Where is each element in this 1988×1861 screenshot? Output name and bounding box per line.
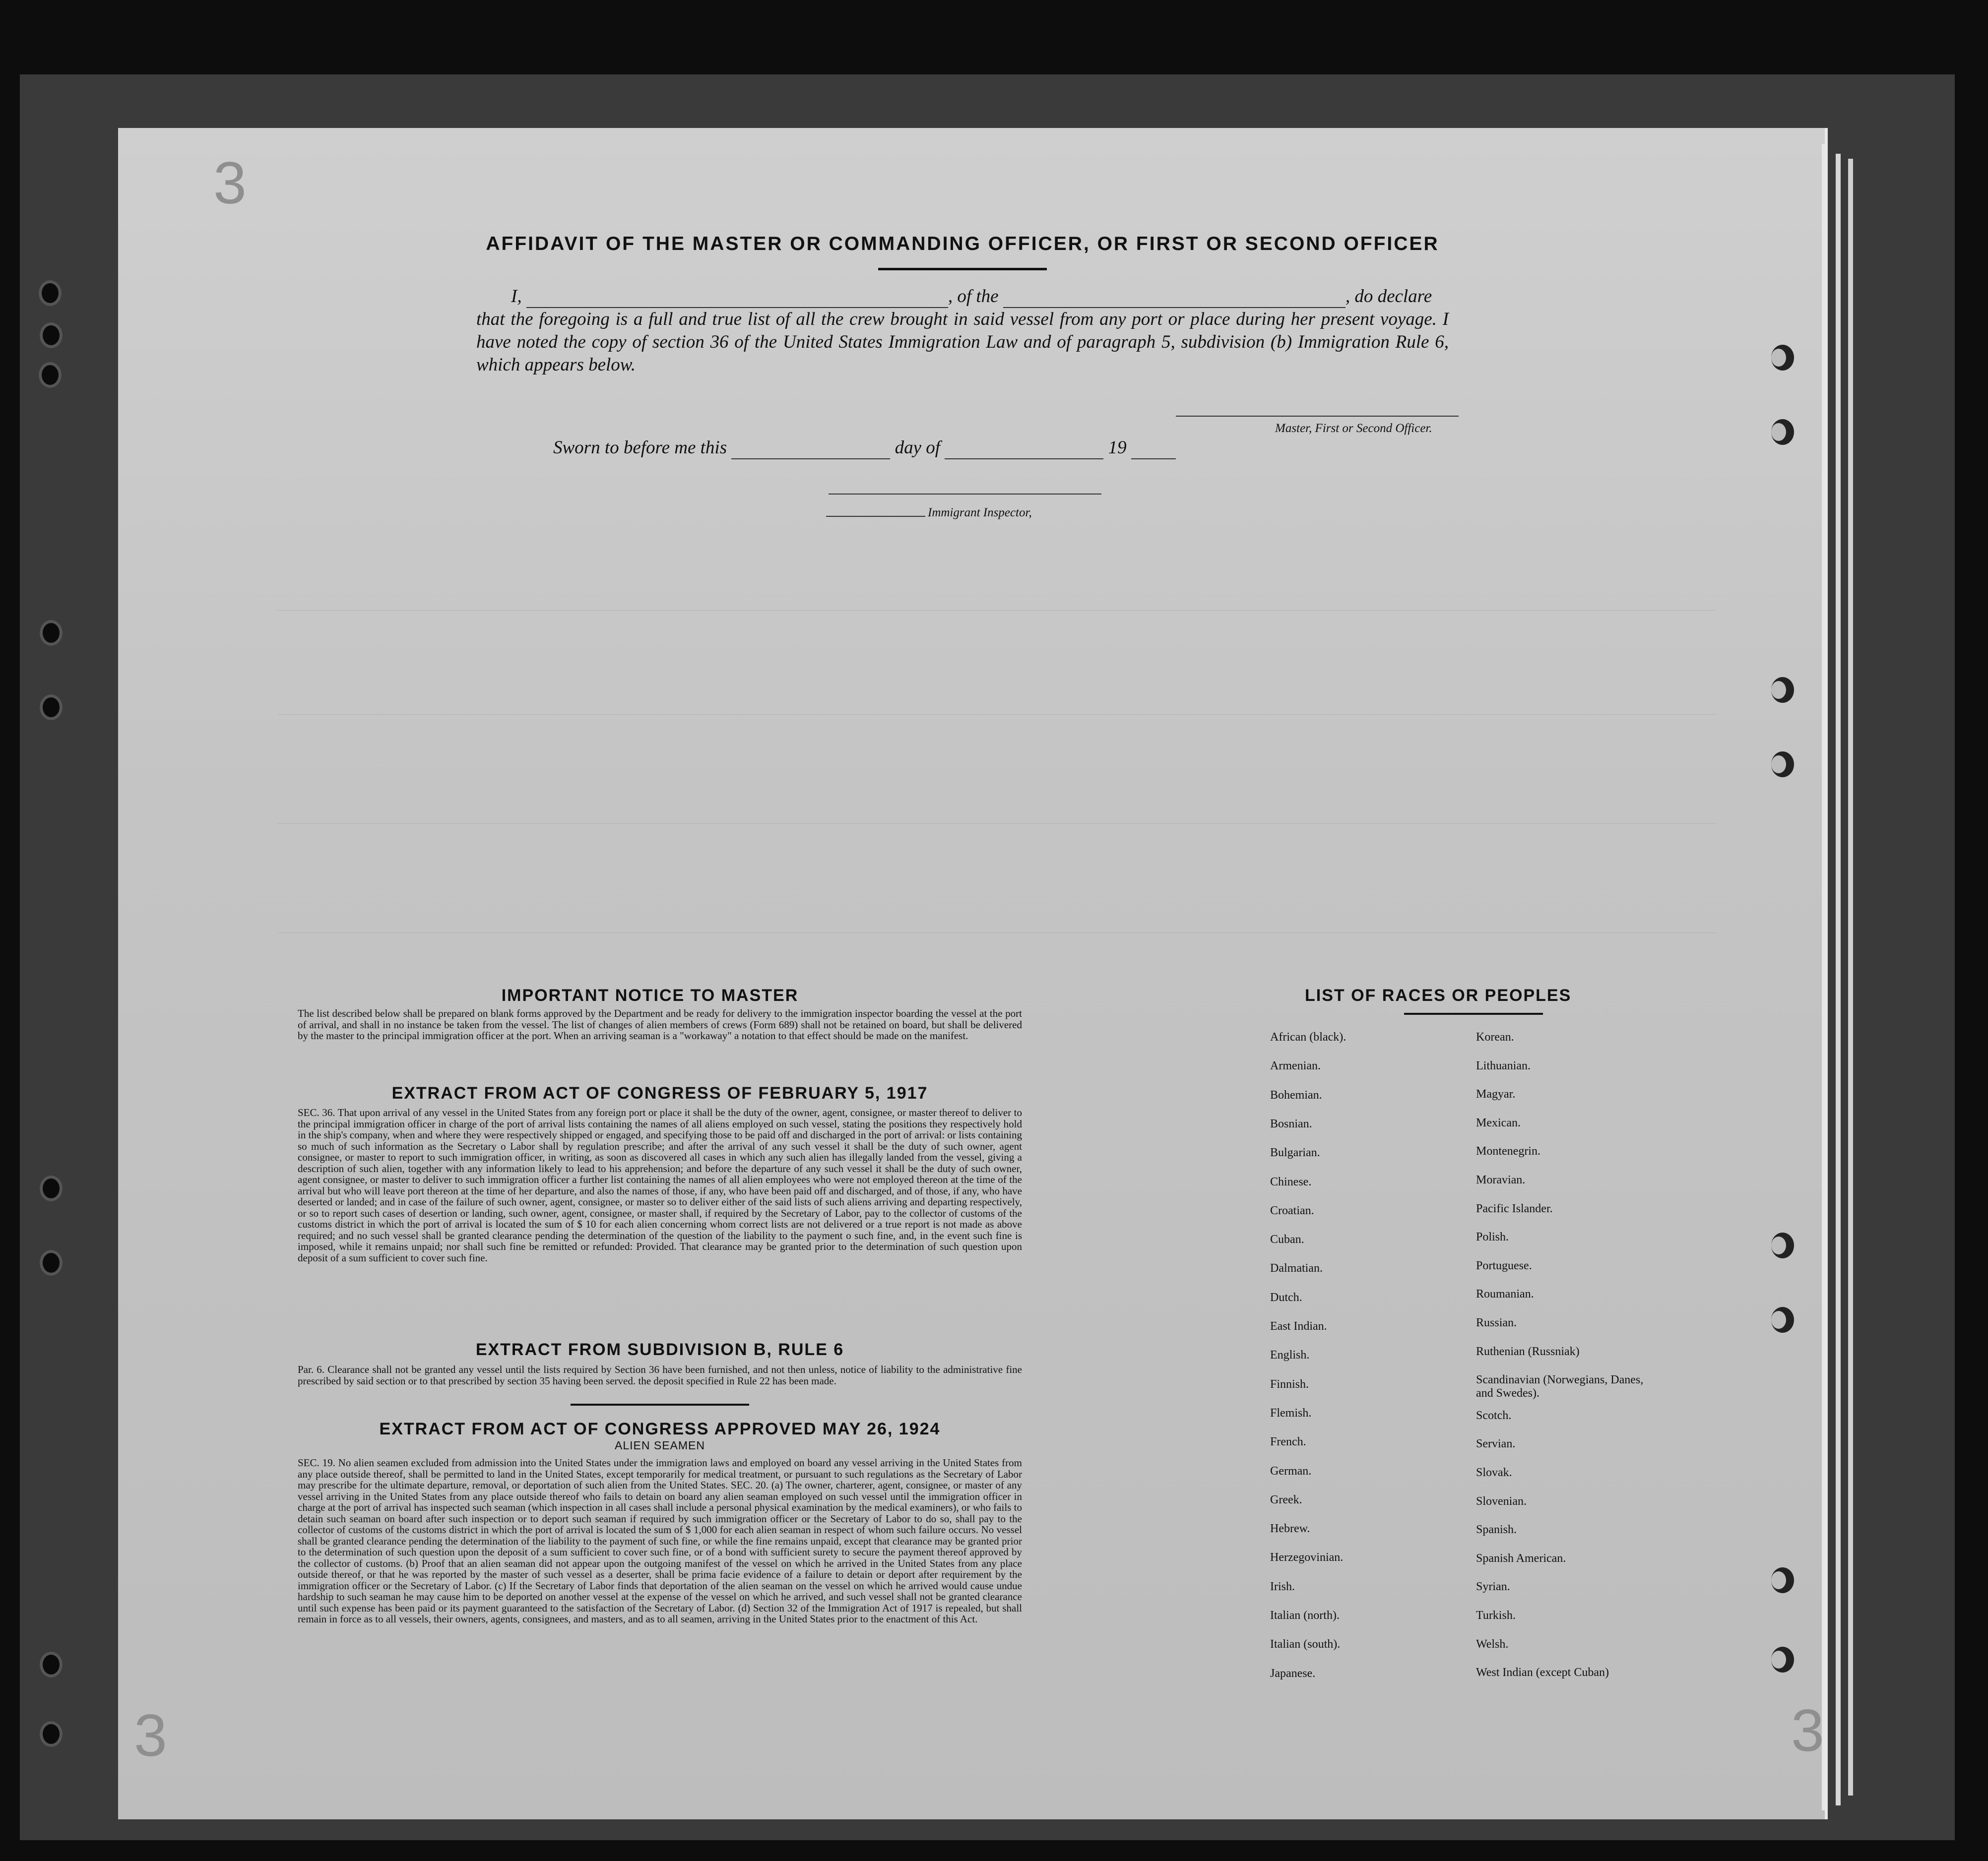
page-number: 3 xyxy=(1791,1697,1824,1764)
race-item: Montenegrin. xyxy=(1476,1145,1540,1158)
binding-hole xyxy=(39,280,62,306)
inspector-underline xyxy=(826,516,925,517)
declaration-body: that the foregoing is a full and true list of all the crew brought in said vessel from any port or place during her present voyage. I have noted the copy of section 36 of the United States Immigration Law and of paragraph 5, subdivision (b) Immigration Rule 6, which appears below. xyxy=(476,309,1449,375)
extract-rule6-title: EXTRACT FROM SUBDIVISION B, RULE 6 xyxy=(475,1340,844,1359)
race-item: Polish. xyxy=(1476,1231,1509,1244)
extract-1917-title: EXTRACT FROM ACT OF CONGRESS OF FEBRUARY 5, 1917 xyxy=(391,1084,928,1103)
race-item: Korean. xyxy=(1476,1031,1514,1044)
sworn-year-field[interactable] xyxy=(1131,458,1176,459)
races-title-rule xyxy=(1404,1013,1543,1015)
race-item: East Indian. xyxy=(1270,1320,1327,1333)
race-item: African (black). xyxy=(1270,1031,1347,1044)
race-item: Slovenian. xyxy=(1476,1494,1527,1508)
race-item: Welsh. xyxy=(1476,1637,1509,1651)
race-item: Herzegovinian. xyxy=(1270,1551,1344,1564)
race-item: West Indian (except Cuban) xyxy=(1476,1666,1609,1679)
binding-hole xyxy=(39,362,62,388)
binding-hole xyxy=(1771,1307,1794,1333)
race-item: Finnish. xyxy=(1270,1377,1309,1391)
binding-hole xyxy=(1771,677,1794,703)
page-number: 3 xyxy=(134,1702,167,1769)
binding-hole xyxy=(1771,1567,1794,1593)
year-label: 19 xyxy=(1108,437,1127,458)
race-item: Roumanian. xyxy=(1476,1288,1534,1301)
race-item: Dutch. xyxy=(1270,1291,1302,1304)
binding-hole xyxy=(40,620,63,646)
race-item: Portuguese. xyxy=(1476,1259,1532,1272)
race-item: Spanish American. xyxy=(1476,1551,1566,1565)
binding-hole xyxy=(1771,345,1794,371)
race-item: Moravian. xyxy=(1476,1174,1526,1186)
race-item: Scotch. xyxy=(1476,1409,1512,1422)
race-item: Dalmatian. xyxy=(1270,1262,1323,1275)
of-the-label: , of the xyxy=(948,286,999,307)
extract-1917-text: SEC. 36. That upon arrival of any vessel in the United States from any foreign port or place it shall be the duty of the owner, agent, consignee, or master thereof to deliver to the principal immigration officer in charge of the port of arrival lists containing the names of all aliens employed on such vessel, stating the positions they respectively hold in the ship's company, when and where they were respectively shipped or engaged, and specifying those to be paid off and discharged in the port of arrival: or lists containing so much of such information as the Secretary o Labor shall by regulation prescribe; and after the arrival of any such vessel it shall be the duty of such owner, agent consignee, or master to report to such immigration officer, in writing, as soon as discovered all cases in which any such alien has illegally landed from the vessel, giving a description of such alien, together with any information likely to lead to his apprehension; and before the departure of any such vessel it shall be the duty of such owner, agent consignee, or master to deliver to such immigration officer a further list containing the names of all alien employees who were not employed thereon at the time of the arrival but who will leave port thereon at the time of her departure, and also the names of those, if any, who have been paid off and discharged, and of those, if any, who have deserted or landed; and in case of the failure of such owner, agent, consignee, or master so to deliver either of the said lists of such aliens arriving and departing respectively, or so to report such cases of desertion or landing, such owner, agent, consignee, or master shall, if required by the Secretary of Labor, pay to the collector of customs of the customs district in which the port of arrival is located the sum of $ 10 for each alien concerning whom correct lists are not delivered or a true report is not made as above required; and no such vessel shall be granted clearance pending the determination of the question of the liability to the payment o such fine, and, in the event such fine is imposed, while it remains unpaid; nor shall such fine be remitted or refunded: Provided. That clearance may be granted prior to the determination of such question upon deposit of a sum sufficient to cover such fine. xyxy=(298,1107,1022,1264)
race-item: Irish. xyxy=(1270,1580,1295,1593)
race-item: Scandinavian (Norwegians, Danes, and Swedes). xyxy=(1476,1373,1644,1400)
binding-hole xyxy=(1771,751,1794,777)
race-item: Ruthenian (Russniak) xyxy=(1476,1345,1580,1358)
race-item: Pacific Islander. xyxy=(1476,1202,1553,1215)
race-item: Bulgarian. xyxy=(1270,1146,1320,1160)
extract-1924-text: SEC. 19. No alien seamen excluded from admission into the United States under the immigration laws and employed on board any vessel arriving in the United States from any place outside thereof, shall be permitted to land in the United States, except temporarily for medical treatment, or pursuant to such regulations as the Secretary of Labor may prescribe for the ultimate departure, removal, or deportation of such alien from the United States. SEC. 20. (a) The owner, charterer, agent, consignee, or master of any vessel arriving in the United States from any place outside thereof who fails to detain on board any alien seaman employed on such vessel until the immigration officer in charge at the port of arrival has inspected such seaman (which inspection in all cases shall include a personal physical examination by the medical examiners), or who fails to detain such seaman on board after such inspection or to deport such seaman if required by such immigration officer or the Secretary of Labor to do so, shall pay to the collector of customs of the customs district in which the port of arrival is located the sum of $ 1,000 for each alien seaman in respect of whom such failure occurs. No vessel shall be granted clearance pending the determination of the liability to the payment of such fine, or while the fine remains unpaid, except that clearance may be granted prior to the determination of such question upon the deposit of a sum sufficient to cover such fine, or of a bond with sufficient surety to secure the payment thereof approved by the collector of customs. (b) Proof that an alien seaman did not appear upon the outgoing manifest of the vessel on which he arrived in the United States from any place outside thereof, or that he was reported by the master of such vessel as a deserter, shall be prima facie evidence of a failure to detain or deport after requirement by the immigration officer or the Secretary of Labor. (c) If the Secretary of Labor finds that deportation of the alien seaman on the vessel on which he arrived would cause undue hardship to such seaman he may cause him to be deported on another vessel at the expense of the vessel on which he arrived, and such vessel shall not be granted clearance until such expense has been paid or its payment guaranteed to the satisfaction of the Secretary of Labor. (d) Section 32 of the Immigration Act of 1917 is repealed, but shall remain in force as to all vessels, their owners, agents, consignees, and masters, and as to all seamen, arriving in the United States prior to the enactment of this Act. xyxy=(298,1457,1022,1625)
do-declare-label: , do declare xyxy=(1345,286,1432,307)
notice-text: The list described below shall be prepared on blank forms approved by the Department and be ready for delivery to the immigration inspector boarding the vessel at the port of arrival, and shall in no instance be taken from the vessel. The list of changes of alien members of crews (Form 689) shall not be retained on board, but shall be delivered by the master to the principal immigration officer at the port. When an arriving seaman is a "workaway" a notation to that effect should be made on the manifest. xyxy=(298,1007,1022,1042)
race-item: Syrian. xyxy=(1476,1580,1510,1594)
extract-1924-title: EXTRACT FROM ACT OF CONGRESS APPROVED MAY 26, 1924 xyxy=(379,1420,941,1438)
sworn-line xyxy=(553,436,1176,459)
binding-hole xyxy=(40,1250,63,1276)
section-rule xyxy=(571,1404,749,1406)
extract-rule6-text: Par. 6. Clearance shall not be granted any vessel until the lists required by Section 36 have been furnished, and not then unless, notice of liability to the administrative fine prescribed by said section or to that prescribed by section 35 having been served. the deposit specified in Rule 22 has been made. xyxy=(298,1364,1022,1387)
extract-1924-subtitle: ALIEN SEAMEN xyxy=(615,1439,705,1452)
race-item: Italian (north). xyxy=(1270,1609,1340,1622)
binding-hole xyxy=(40,694,63,720)
races-title: LIST OF RACES OR PEOPLES xyxy=(1305,986,1572,1005)
binding-hole xyxy=(1771,419,1794,445)
affidavit-title: AFFIDAVIT OF THE MASTER OR COMMANDING OFFICER, OR FIRST OR SECOND OFFICER xyxy=(486,233,1439,254)
page-edge xyxy=(1836,154,1841,1805)
master-label: Master, First or Second Officer. xyxy=(1275,422,1432,435)
binding-hole xyxy=(1771,1233,1794,1258)
title-rule xyxy=(878,268,1047,270)
race-item: Turkish. xyxy=(1476,1609,1516,1622)
sworn-month-field[interactable] xyxy=(945,458,1103,459)
race-item: Slovak. xyxy=(1476,1466,1512,1479)
race-item: Magyar. xyxy=(1476,1088,1516,1101)
race-item: Japanese. xyxy=(1270,1667,1316,1680)
binding-hole xyxy=(1771,1647,1794,1673)
race-item: German. xyxy=(1270,1464,1312,1478)
race-item: Cuban. xyxy=(1270,1233,1304,1246)
binding-hole xyxy=(40,1721,63,1747)
binding-hole xyxy=(40,322,63,348)
binding-hole xyxy=(40,1652,63,1677)
race-item: Bohemian. xyxy=(1270,1088,1322,1102)
race-item: Hebrew. xyxy=(1270,1522,1310,1536)
inspector-label: Immigrant Inspector, xyxy=(928,506,1032,519)
master-signature-line[interactable] xyxy=(1176,416,1459,417)
race-item: French. xyxy=(1270,1435,1306,1449)
race-item: Chinese. xyxy=(1270,1175,1312,1188)
race-item: Mexican. xyxy=(1476,1116,1521,1129)
inspector-signature-line[interactable] xyxy=(829,494,1101,495)
race-item: Greek. xyxy=(1270,1493,1302,1506)
race-item: Croatian. xyxy=(1270,1204,1314,1217)
affidavit-section xyxy=(476,233,1449,376)
day-of-label: day of xyxy=(895,437,941,458)
page-number: 3 xyxy=(213,150,247,216)
declarant-prefix: I, xyxy=(511,286,522,307)
race-item: Lithuanian. xyxy=(1476,1059,1531,1072)
page-edge xyxy=(1822,144,1827,1810)
sworn-day-field[interactable] xyxy=(731,458,890,459)
race-item: Italian (south). xyxy=(1270,1638,1341,1651)
binding-hole xyxy=(40,1176,63,1201)
sworn-label: Sworn to before me this xyxy=(553,437,727,458)
page-edge xyxy=(1848,159,1853,1796)
race-item: English. xyxy=(1270,1349,1310,1362)
race-item: Servian. xyxy=(1476,1437,1516,1451)
notice-title: IMPORTANT NOTICE TO MASTER xyxy=(501,986,799,1005)
declaration-line xyxy=(476,285,1449,308)
race-item: Russian. xyxy=(1476,1316,1517,1329)
race-item: Spanish. xyxy=(1476,1523,1517,1537)
race-item: Bosnian. xyxy=(1270,1117,1312,1130)
race-item: Armenian. xyxy=(1270,1059,1321,1073)
race-item: Flemish. xyxy=(1270,1406,1312,1420)
